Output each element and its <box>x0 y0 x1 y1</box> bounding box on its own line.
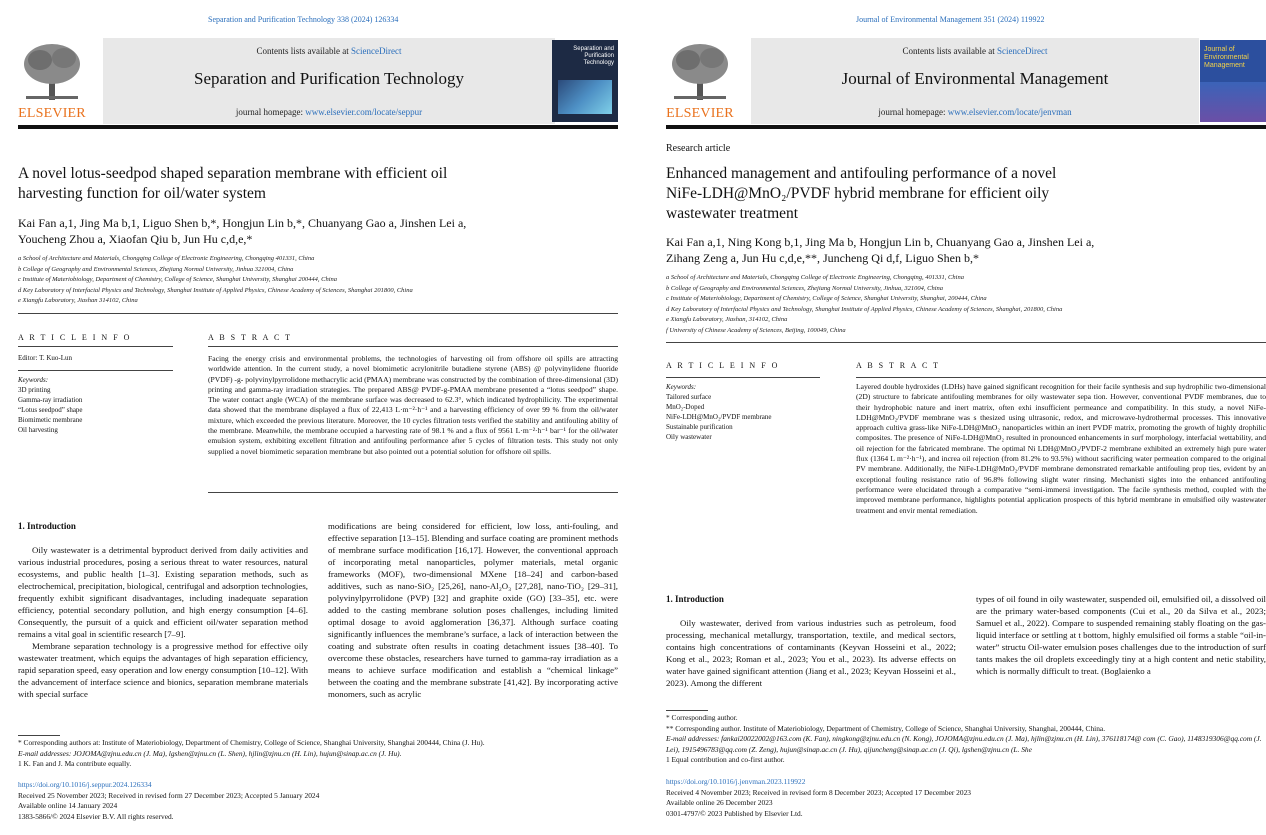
abstract-heading: A B S T R A C T <box>856 361 941 370</box>
article-info-heading: A R T I C L E I N F O <box>666 361 780 370</box>
journal-homepage: journal homepage: www.elsevier.com/locate/jenvman <box>878 107 1072 117</box>
keywords: Keywords: Tailored surface MnO₂-Doped NiFe-LDH@MnO₂/PVDF membrane Sustainable purification Oily wastewater <box>666 383 772 441</box>
publisher-name: ELSEVIER <box>18 106 86 121</box>
divider <box>18 313 618 314</box>
article-info-heading: A R T I C L E I N F O <box>18 333 132 342</box>
header-rule <box>666 125 1266 129</box>
journal-cover: Separation and Purification Technology <box>552 40 618 122</box>
abstract-text: Facing the energy crisis and environmental problems, the technologies of harvesting oil from offshore oil spills are attracting worldwide attention. In the current study, a novel biomimetic acrylonitrile butadiene styrene (ABS) @ polyvinylidene fluoride (PVDF) -g- polyvinylpyrrolidone methacrylic acid (PMAA) membrane was constructed by the combination of three-dimensional (3D) printing and gamma-ray irradiation strategies. The prepared ABS@ PVDF-g-PMAA membrane presented a “lotus seedpod” shape. The water contact angle (WCA) of the membrane surface was decreased to 62.3°, which indicated hydrophilicity. The experimental data showed that the membrane displayed a flux of 22,413 L·m⁻²·h⁻¹ and a harvesting efficiency of over 99 % from the oil/water mixture, which exceeded the previous literature. Moreover, the 10 cycles filtration tests verified the stability and antifouling ability of the membrane. Meanwhile, the membrane occupied a harvesting rate of 98.1 % and a flux of 9561 L·m⁻²·h⁻¹ bar⁻¹ for the oil/water emulsion system, exhibiting excellent filtration and antifouling performance after 5 cycles of filtration tests. This study not only supplied a novel biomimetic separation membrane but also pointed out a potential solution for offshore oil spills. <box>208 354 618 456</box>
abstract-text: Layered double hydroxides (LDHs) have gained significant recognition for their facile synthesis and sup hydrophilic two-dimensional (2D) structure to fabricate antifouling membranes for oily wastewater sepa tion. However, conventional PVDF membranes, due to their hydrophobic nature and inert matrix, often exhi insufficient permeance and compatibility. In this study, a novel NiFe-LDH@MnO₂/PVDF membrane was s thesized using ultrasonic, redox, and microwave-hydrothermal processes. This innovative approach cultiva grass-like NiFe-LDH@MnO₂ nanoparticles within an inert PVDF matrix, promoting the growth of highly drophilic composites. The presence of NiFe-LDH@MnO₂ resulted in pronounced enhancements in surf morphology, interfacial wettability, and oil rejection for the fabricated membrane. The optimal Ni LDH@MnO₂/PVDF-2 membrane exhibited an extremely high pure water flux (1364 L m⁻²·h⁻¹), and increa oil rejection (from 81.2% to 93.5%) without sacrificing water permeation compared to the original PV membrane. Additionally, the NiFe-LDH@MnO₂/PVDF membrane demonstrated remarkable antifouling prop ties, evident by an exceptional fouling resistance ratio of 96.8% following slight water rinsing. Mechanisti sights into the enhanced antifouling performance were elucidated through a comparative “semi-immersi investigation. The facile synthesis method, coupled with the improved membrane performance, highlights potential application prospects of this hybrid membrane in emulsified oily wastewater treatment and envir mental remediation. <box>856 382 1266 515</box>
divider <box>208 346 618 347</box>
divider <box>18 346 173 347</box>
journal-box <box>103 38 555 124</box>
intro-column-2: types of oil found in oily wastewater, suspended oil, emulsified oil, a dissolved oil are the primary water-based components (Cui et al., 20 da Silva et al., 2023; Samuel et al., 2022). Compare to suspended remaining stably floating on the gas-liquid interface or settling at t bottom, highly emulsified oil forms a stable “oil-in-water” structu Oil-water emulsion poses challenges due to the introduction of surf tants makes the oil droplets exceedingly tiny at a high content and netic stability, which is normally difficult to treat. (Boglaienko a <box>976 594 1266 676</box>
divider <box>666 377 820 378</box>
footnote-rule <box>18 735 60 736</box>
journal-box <box>751 38 1199 124</box>
article-title: Enhanced management and antifouling performance of a novel NiFe-LDH@MnO₂/PVDF hybrid membrane for efficient oily wastewater treatment <box>666 165 1057 222</box>
author-list: Kai Fan a,1, Jing Ma b,1, Liguo Shen b,*, Hongjun Lin b,*, Chuanyang Gao a, Jinshen Lei a, Youcheng Zhou a, Xiaofan Qiu b, Jun Hu c,d,e,* <box>18 216 467 246</box>
homepage-link[interactable]: www.elsevier.com/locate/jenvman <box>947 107 1072 117</box>
sciencedirect-link[interactable]: ScienceDirect <box>997 46 1048 56</box>
elsevier-logo <box>666 38 734 124</box>
article-title: A novel lotus-seedpod shaped separation membrane with efficient oil harvesting function for oil/water system <box>18 165 448 202</box>
journal-reference[interactable]: Journal of Environmental Management 351 (2024) 119922 <box>856 15 1045 24</box>
divider <box>666 342 1266 343</box>
publication-info: https://doi.org/10.1016/j.seppur.2024.126334 Received 25 November 2023; Received in revised form 27 December 2023; Accepted 5 January 2024 Available online 14 January 2024 1383-5866/© 2024 Elsevier B.V. All rights reserved. <box>18 780 320 821</box>
contents-line: Contents lists available at ScienceDirect <box>256 46 402 56</box>
journal-title: Separation and Purification Technology <box>194 69 464 88</box>
publication-info: https://doi.org/10.1016/j.jenvman.2023.119922 Received 4 November 2023; Received in revised form 8 December 2023; Accepted 17 December 2023 Available online 26 December 2023 0301-4797/© 2023 Published by Elsevier Ltd. <box>666 777 971 818</box>
article-type: Research article <box>666 143 731 154</box>
intro-column-1: Oily wastewater, derived from various industries such as petroleum, food processing, mechanical metallurgy, transportation, textile, and medical sectors, contains high concentrations of contaminants (Keyvan Hosseini et al., 2022; Kong et al., 2023; Roman et al., 2023; You et al., 2023). Its adverse effects on water have gained significant attention (Jiang et al., 2023; Keyvan Hosseini et al., 2023). Among the different <box>666 618 956 688</box>
journal-reference[interactable]: Separation and Purification Technology 338 (2024) 126334 <box>208 15 399 24</box>
journal-header <box>18 38 618 130</box>
elsevier-logo <box>18 38 86 124</box>
introduction-heading: 1. Introduction <box>18 521 76 531</box>
footnote-rule <box>666 710 708 711</box>
affiliations: a School of Architecture and Materials, Chongqing College of Electronic Engineering, Chongqing, 401331, China b College of Geography and Environmental Sciences, Zhejiang Normal University, Jinhua, 321004, China c Institute of Materiobiology, Department of Chemistry, College of Science, Shanghai University, Shanghai, 200444, China d Key Laboratory of Interfacial Physics and Technology, Shanghai Institute of Applied Physics, Chinese Academy of Sciences, Shanghai, 201800, China e Xiangfu Laboratory, Jiashan, 314102, China f University of Chinese Academy of Sciences, Beijing, 100049, China <box>666 274 1063 334</box>
elsevier-tree-icon <box>20 40 84 104</box>
journal-cover: Journal of Environmental Management <box>1200 40 1266 122</box>
abstract-heading: A B S T R A C T <box>208 333 293 342</box>
sciencedirect-link[interactable]: ScienceDirect <box>351 46 402 56</box>
journal-header <box>666 38 1266 130</box>
divider <box>208 492 618 493</box>
editor-line: Editor: T. Kuo-Lun <box>18 354 72 362</box>
homepage-link[interactable]: www.elsevier.com/locate/seppur <box>305 107 423 117</box>
intro-column-2: modifications are being considered for efficient, low loss, anti-fouling, and effective separation [13–15]. Blending and surface coating are prominent methods of membrane surface modification [16,17]. However, the conventional approach of incorporating metal nanoparticles, polymer materials, metal organic frameworks (MOF), two-dimensional MXene [18–24] and carbon-based additives, such as nano-SiO₂ [25,26], nano-Al₂O₃ [27,28], nano-TiO₂ [29–31], polyvinylpyrrolidone (PVP) [32] and graphite oxide (GO) [33–35], etc. were added to the casting membrane solution poses challenges, including limited optimal dosage to avoid agglomeration [36,37]. Although surface coating significantly influences the membrane’s surface, a lack of interaction between the coating and substrate often results in coating detachment issues [38–40]. To overcome these obstacles, researchers have turned to gamma-ray irradiation as a means to achieve surface modification and establish a “chemical linkage” between the coating and the membrane substrate [41,42]. By incorporating active monomers, such as acrylic <box>328 521 618 699</box>
header-rule <box>18 125 618 129</box>
divider <box>856 377 1266 378</box>
contents-line: Contents lists available at ScienceDirect <box>902 46 1048 56</box>
keywords: Keywords: 3D printing Gamma-ray irradiation “Lotus seedpod” shape Biomimetic membrane Oil harvesting <box>18 376 83 434</box>
journal-homepage: journal homepage: www.elsevier.com/locate/seppur <box>235 107 423 117</box>
introduction-heading: 1. Introduction <box>666 594 724 604</box>
journal-title: Journal of Environmental Management <box>841 69 1109 88</box>
publisher-name: ELSEVIER <box>666 106 734 121</box>
page-right <box>652 0 1266 835</box>
footnotes: * Corresponding author. ** Corresponding author. Institute of Materiobiology, Department of Chemistry, College of Science, Shanghai University, Shanghai, 200444, China. E-mail addresses: fankai20022002@163.com (K. Fan), ningkong@zjnu.edu.cn (N. Kong), JOJOMA@zjnu.edu.cn (J. Ma), hjlin@zjnu.cn (H. Lin), 376118174@ com (C. Gao), 1148319306@qq.com (J. Lei), 1915496783@qq.com (Z. Zeng), hujun@sinap.ac.cn (J. Hu), qijuncheng@sinap.ac.cn (J. Qi), lgshen@zjnu.cn (L. She 1 Equal contribution and co-first author. <box>666 713 1262 764</box>
doi-link[interactable]: https://doi.org/10.1016/j.jenvman.2023.119922 <box>666 777 806 786</box>
author-list: Kai Fan a,1, Ning Kong b,1, Jing Ma b, Hongjun Lin b, Chuanyang Gao a, Jinshen Lei a, Zihang Zeng a, Jun Hu c,d,e,**, Juncheng Qi d,f, Liguo Shen b,* <box>666 235 1095 265</box>
intro-column-1: Oily wastewater is a detrimental byproduct derived from daily activities and various industrial procedures, posing a serious threat to water resources, natural ecosystems, and public health [1–3]. Existing separation methods, such as electrochemical, precipitation, biological, centrifugal and adsorption technologies, frequently exhibit significant disadvantages, including inadequate separation efficiency, potential secondary pollution, and high energy consumption [4–6]. Consequently, the pursuit of a quick and efficient oil/water separation method remains a vital goal in scientific research [7–9]. Membrane separation technology is a progressive method for effective oily wastewater treatment, which equips the advantages of high separation efficiency, rapid separation speed, easy operation and low energy consumption [10–12]. With the advancement of interface science and bionics, separation membrane materials with special surface <box>18 545 308 699</box>
footnotes: * Corresponding authors at: Institute of Materiobiology, Department of Chemistry, College of Science, Shanghai University, Shanghai 200444, China (J. Hu). E-mail addresses: JOJOMA@zjnu.edu.cn (J. Ma), lgshen@zjnu.cn (L. Shen), hjlin@zjnu.cn (H. Lin), hujun@sinap.ac.cn (J. Hu). 1 K. Fan and J. Ma contribute equally. <box>18 738 485 768</box>
divider <box>18 370 173 371</box>
affiliations: a School of Architecture and Materials, Chongqing College of Electronic Engineering, Chongqing 401331, China b College of Geography and Environmental Sciences, Zhejiang Normal University, Jinhua 321004, China c Institute of Materiobiology, Department of Chemistry, College of Science, Shanghai University, Shanghai 200444, China d Key Laboratory of Interfacial Physics and Technology, Shanghai Institute of Applied Physics, Chinese Academy of Sciences, Shanghai 201800, China e Xiangfu Laboratory, Jiashan 314102, China <box>18 255 413 304</box>
doi-link[interactable]: https://doi.org/10.1016/j.seppur.2024.126334 <box>18 780 152 789</box>
elsevier-tree-icon <box>668 40 732 104</box>
